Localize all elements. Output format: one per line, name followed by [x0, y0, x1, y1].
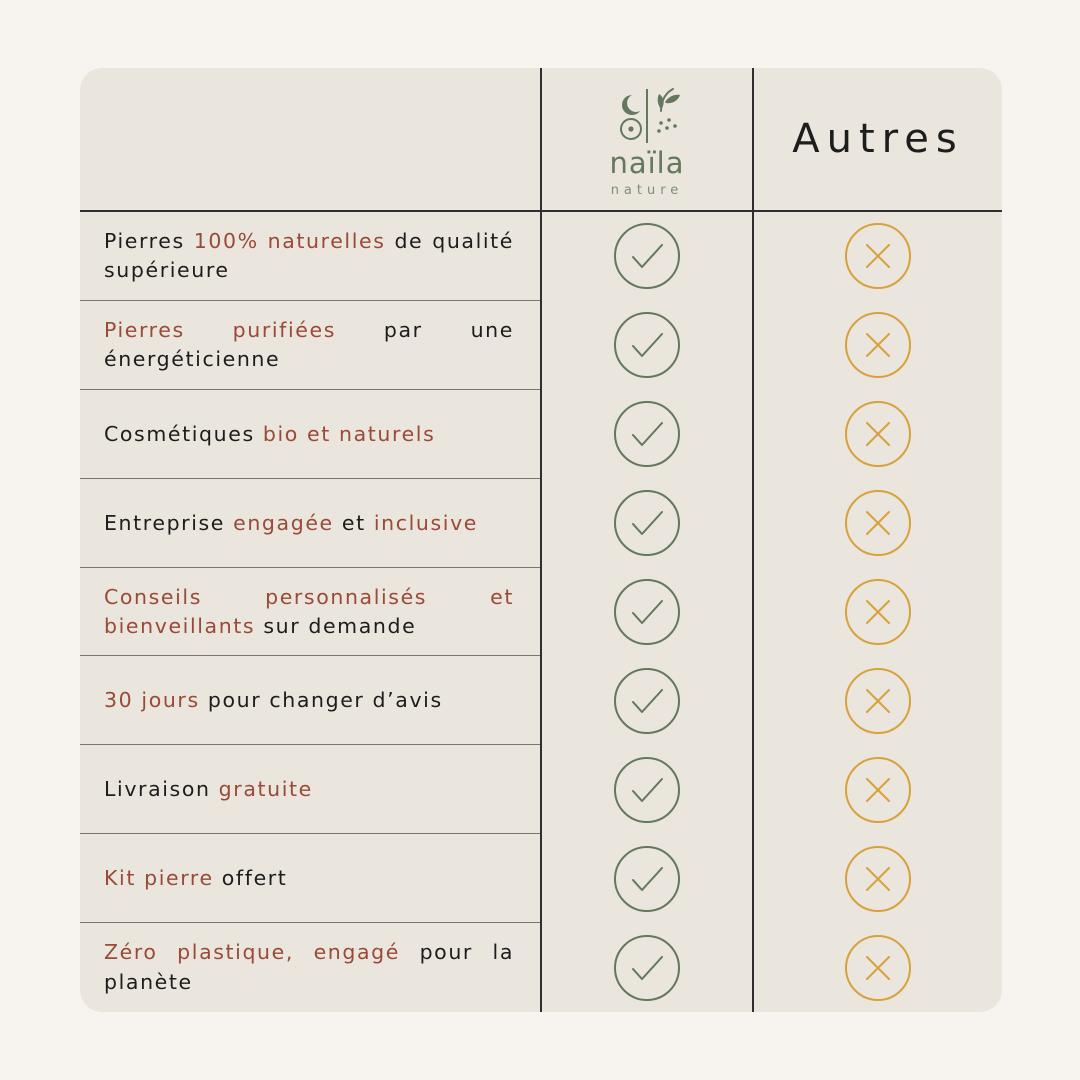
check-circle-icon [613, 311, 681, 379]
check-circle-icon [613, 845, 681, 913]
check-circle-icon [613, 400, 681, 468]
table-body [80, 212, 1002, 1012]
cross-circle-icon [844, 756, 912, 824]
cell-naila-mark [540, 479, 752, 568]
cell-feature [80, 390, 540, 479]
cell-others-mark [752, 834, 1002, 923]
header-cell-features [80, 68, 540, 210]
cell-feature [80, 568, 540, 657]
cell-naila-mark [540, 568, 752, 657]
table-row [80, 479, 1002, 568]
comparison-table [80, 68, 1002, 1012]
cross-circle-icon [844, 489, 912, 557]
header-cell-naila [540, 68, 752, 210]
cell-feature [80, 834, 540, 923]
table-row [80, 923, 1002, 1012]
feature-label: Cosmétiques bio et naturels [104, 421, 436, 446]
feature-label: Pierres 100% naturelles de qualité supérieure [104, 229, 515, 283]
cross-circle-icon [844, 578, 912, 646]
cell-others-mark [752, 745, 1002, 834]
feature-label: 30 jours pour changer d’avis [104, 688, 443, 713]
table-row [80, 301, 1002, 390]
feature-label: Entreprise engagée et inclusive [104, 510, 479, 535]
cross-circle-icon [844, 845, 912, 913]
cell-others-mark [752, 212, 1002, 301]
cell-naila-mark [540, 834, 752, 923]
table-row [80, 656, 1002, 745]
feature-label: Conseils personnalisés et bienveillants sur demande [104, 584, 514, 638]
check-circle-icon [613, 222, 681, 290]
cell-feature [80, 923, 540, 1012]
others-title: Autres [792, 116, 964, 162]
feature-label: Livraison gratuite [104, 777, 313, 802]
header-cell-others [752, 68, 1002, 210]
cell-naila-mark [540, 923, 752, 1012]
moon-leaf-branch-icon [599, 85, 695, 147]
brand-name: naïla [609, 145, 685, 180]
cross-circle-icon [844, 400, 912, 468]
cell-feature [80, 301, 540, 390]
cross-circle-icon [844, 311, 912, 379]
cell-naila-mark [540, 212, 752, 301]
cell-others-mark [752, 301, 1002, 390]
table-row [80, 568, 1002, 657]
feature-label: Zéro plastique, engagé pour la planète [104, 940, 514, 994]
cell-feature [80, 745, 540, 834]
check-circle-icon [613, 934, 681, 1002]
table-header-row [80, 68, 1002, 212]
cell-feature [80, 479, 540, 568]
cell-naila-mark [540, 745, 752, 834]
cross-circle-icon [844, 934, 912, 1002]
table-row [80, 834, 1002, 923]
cell-naila-mark [540, 390, 752, 479]
cell-others-mark [752, 390, 1002, 479]
feature-label: Kit pierre offert [104, 866, 288, 891]
check-circle-icon [613, 578, 681, 646]
check-circle-icon [613, 489, 681, 557]
cell-naila-mark [540, 656, 752, 745]
cross-circle-icon [844, 222, 912, 290]
check-circle-icon [613, 667, 681, 735]
cell-feature [80, 212, 540, 301]
table-row [80, 390, 1002, 479]
cell-others-mark [752, 656, 1002, 745]
cell-others-mark [752, 568, 1002, 657]
table-row [80, 212, 1002, 301]
brand-logo [599, 85, 695, 198]
cell-naila-mark [540, 301, 752, 390]
cell-others-mark [752, 479, 1002, 568]
feature-label: Pierres purifiées par une énergéticienne [104, 318, 514, 372]
cross-circle-icon [844, 667, 912, 735]
cell-feature [80, 656, 540, 745]
table-row [80, 745, 1002, 834]
check-circle-icon [613, 756, 681, 824]
cell-others-mark [752, 923, 1002, 1012]
brand-subtitle: nature [610, 182, 684, 198]
